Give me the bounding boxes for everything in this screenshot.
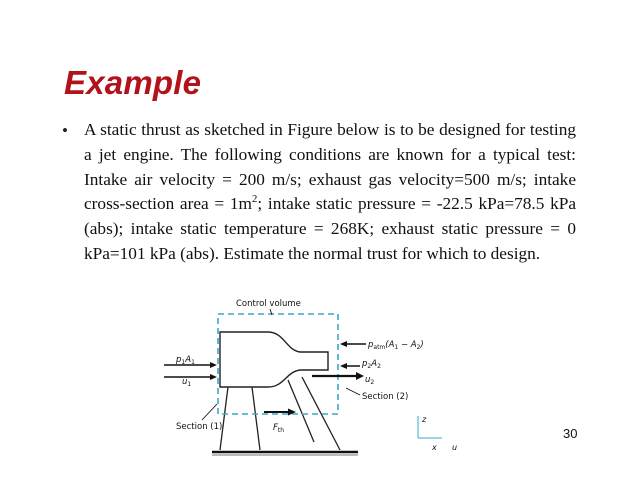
p1a1-arrow-head [210,362,217,368]
problem-text-part-1: A static thrust as sketched in Figure below is to be designed for testing a jet engine. The following conditions are known for a typical test: Intake air velocity = 200 m/s; exhaust gas velocity=500 m/s; intake cross-section area = 1m [84,120,576,214]
u2-arrow-head [356,372,364,380]
problem-statement [84,118,576,267]
axis-x-label: x [432,443,437,452]
section-2-pointer [346,388,360,395]
area-exponent: 2 [251,193,258,206]
problem-text-part-2: ; intake static pressure = -22.5 kPa=78.5 kPa (abs); intake static temperature = 268K; exhaust static pressure = 0 kPa=101 kPa (abs). Estimate the normal trust for which to design. [84,194,576,263]
fth-label: $F_{th}$ [273,423,285,434]
control-volume-label: Control volume [236,299,301,309]
patm-label: $p_{atm}(A_1 - A_2)$ [368,340,424,351]
section-1-pointer [202,404,217,420]
p1a1-label: $p_1A_1$ [176,355,195,366]
section-1-label: Section (1) [176,422,223,432]
slide-title: Example [64,64,202,101]
page-number: 30 [563,426,578,441]
u1-label: $u_1$ [182,377,192,388]
bullet-icon: • [62,121,68,140]
thrust-stand-diagram [160,292,460,462]
patm-arrow-head [340,341,347,347]
engine-body [220,332,328,387]
axis-z-label: z [422,415,427,424]
stand-leg-left-inner [252,387,260,450]
p2a2-label: $p_2A_2$ [362,359,381,370]
u2-label: $u_2$ [365,375,375,386]
axis-u-label: u [452,443,458,452]
stand-leg-left-outer [220,387,228,450]
u1-arrow-head [210,374,217,380]
p2a2-arrow-head [340,363,347,369]
section-2-label: Section (2) [362,392,409,402]
